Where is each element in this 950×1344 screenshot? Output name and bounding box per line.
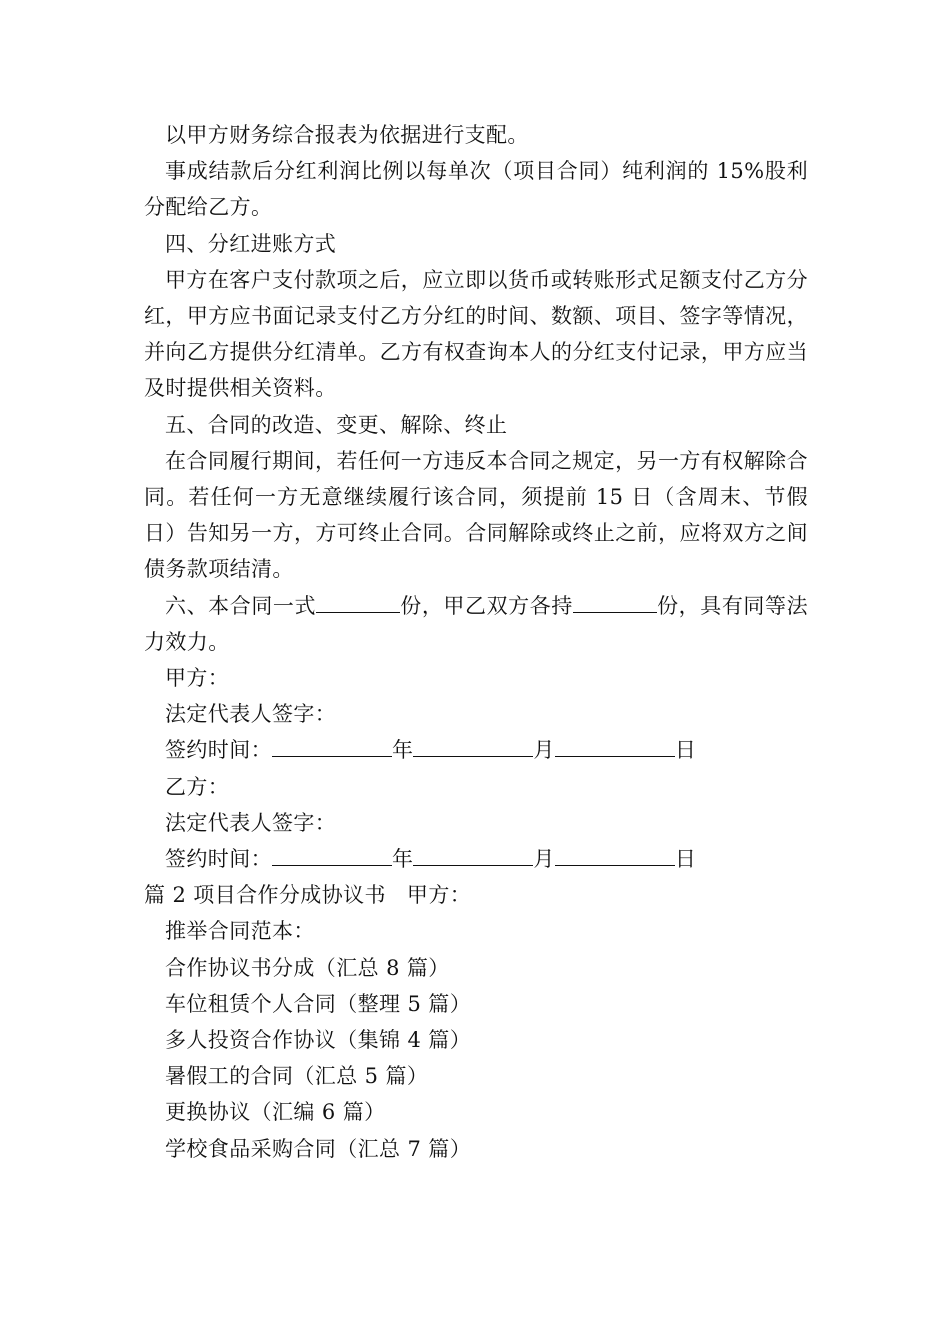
party-a-month-blank[interactable]	[413, 734, 533, 757]
section-heading-4: 四、分红进账方式	[165, 231, 337, 256]
party-a-label: 甲方：	[165, 666, 230, 691]
recommend-link[interactable]: 学校食品采购合同（汇总 7 篇）	[165, 1136, 472, 1161]
party-b-year-blank[interactable]	[272, 843, 392, 866]
copies-text-1: 六、本合同一式	[165, 593, 317, 618]
party-a-sign-date	[144, 732, 808, 768]
copies-count-blank[interactable]	[316, 590, 400, 613]
recommend-link[interactable]: 更换协议（汇编 6 篇）	[165, 1100, 386, 1125]
paragraph-contract-copies	[144, 588, 808, 660]
recommend-link[interactable]: 车位租赁个人合同（整理 5 篇）	[165, 991, 472, 1016]
recommend-link[interactable]: 暑假工的合同（汇总 5 篇）	[165, 1064, 429, 1089]
section-heading-5: 五、合同的改造、变更、解除、终止	[165, 412, 508, 437]
article-2-heading	[144, 877, 808, 913]
recommend-link[interactable]: 多人投资合作协议（集锦 4 篇）	[165, 1028, 472, 1053]
recommend-list	[144, 950, 808, 1167]
party-b-year-text: 年	[392, 847, 414, 872]
recommend-label: 推举合同范本：	[165, 919, 315, 944]
article-2-party: 甲方：	[406, 883, 472, 908]
party-b-day-text: 日	[674, 847, 697, 872]
article-2-title: 篇 2 项目合作分成协议书	[144, 883, 386, 908]
party-a-representative: 法定代表人签字：	[165, 702, 337, 727]
paragraph-contract-termination: 在合同履行期间，若任何一方违反本合同之规定，另一方有权解除合同。若任何一方无意继续履行该合同，须提前 15 日（含周末、节假日）告知另一方，方可终止合同。合同解除或终止之前，应将双方之间债务款项结清。	[144, 448, 808, 582]
party-b-sign-date	[144, 841, 808, 877]
copies-held-blank[interactable]	[573, 590, 657, 613]
party-a-year-blank[interactable]	[272, 734, 392, 757]
recommend-link[interactable]: 合作协议书分成（汇总 8 篇）	[165, 955, 450, 980]
party-a-month-text: 月	[533, 738, 555, 763]
party-a-day-text: 日	[674, 738, 697, 763]
party-a-day-blank[interactable]	[555, 734, 675, 757]
party-b-representative: 法定代表人签字：	[165, 810, 337, 835]
party-b-date-label: 签约时间：	[165, 847, 272, 872]
party-a-year-text: 年	[392, 738, 414, 763]
party-b-label: 乙方：	[165, 774, 230, 799]
party-b-day-blank[interactable]	[555, 843, 675, 866]
paragraph-dividend-ratio: 事成结款后分红利润比例以每单次（项目合同）纯利润的 15%股利分配给乙方。	[144, 159, 808, 220]
party-b-month-text: 月	[533, 847, 555, 872]
copies-text-3: 份，具有同等法力效力。	[144, 593, 808, 654]
party-a-date-label: 签约时间：	[165, 738, 272, 763]
party-b-month-blank[interactable]	[413, 843, 533, 866]
paragraph-dividend-payment: 甲方在客户支付款项之后，应立即以货币或转账形式足额支付乙方分红，甲方应书面记录支付乙方分红的时间、数额、项目、签字等情况，并向乙方提供分红清单。乙方有权查询本人的分红支付记录，甲方应当及时提供相关资料。	[144, 267, 808, 401]
paragraph-dividend-basis: 以甲方财务综合报表为依据进行支配。	[165, 123, 529, 147]
copies-text-2: 份，甲乙双方各持	[400, 593, 573, 618]
document-body	[144, 117, 808, 1167]
